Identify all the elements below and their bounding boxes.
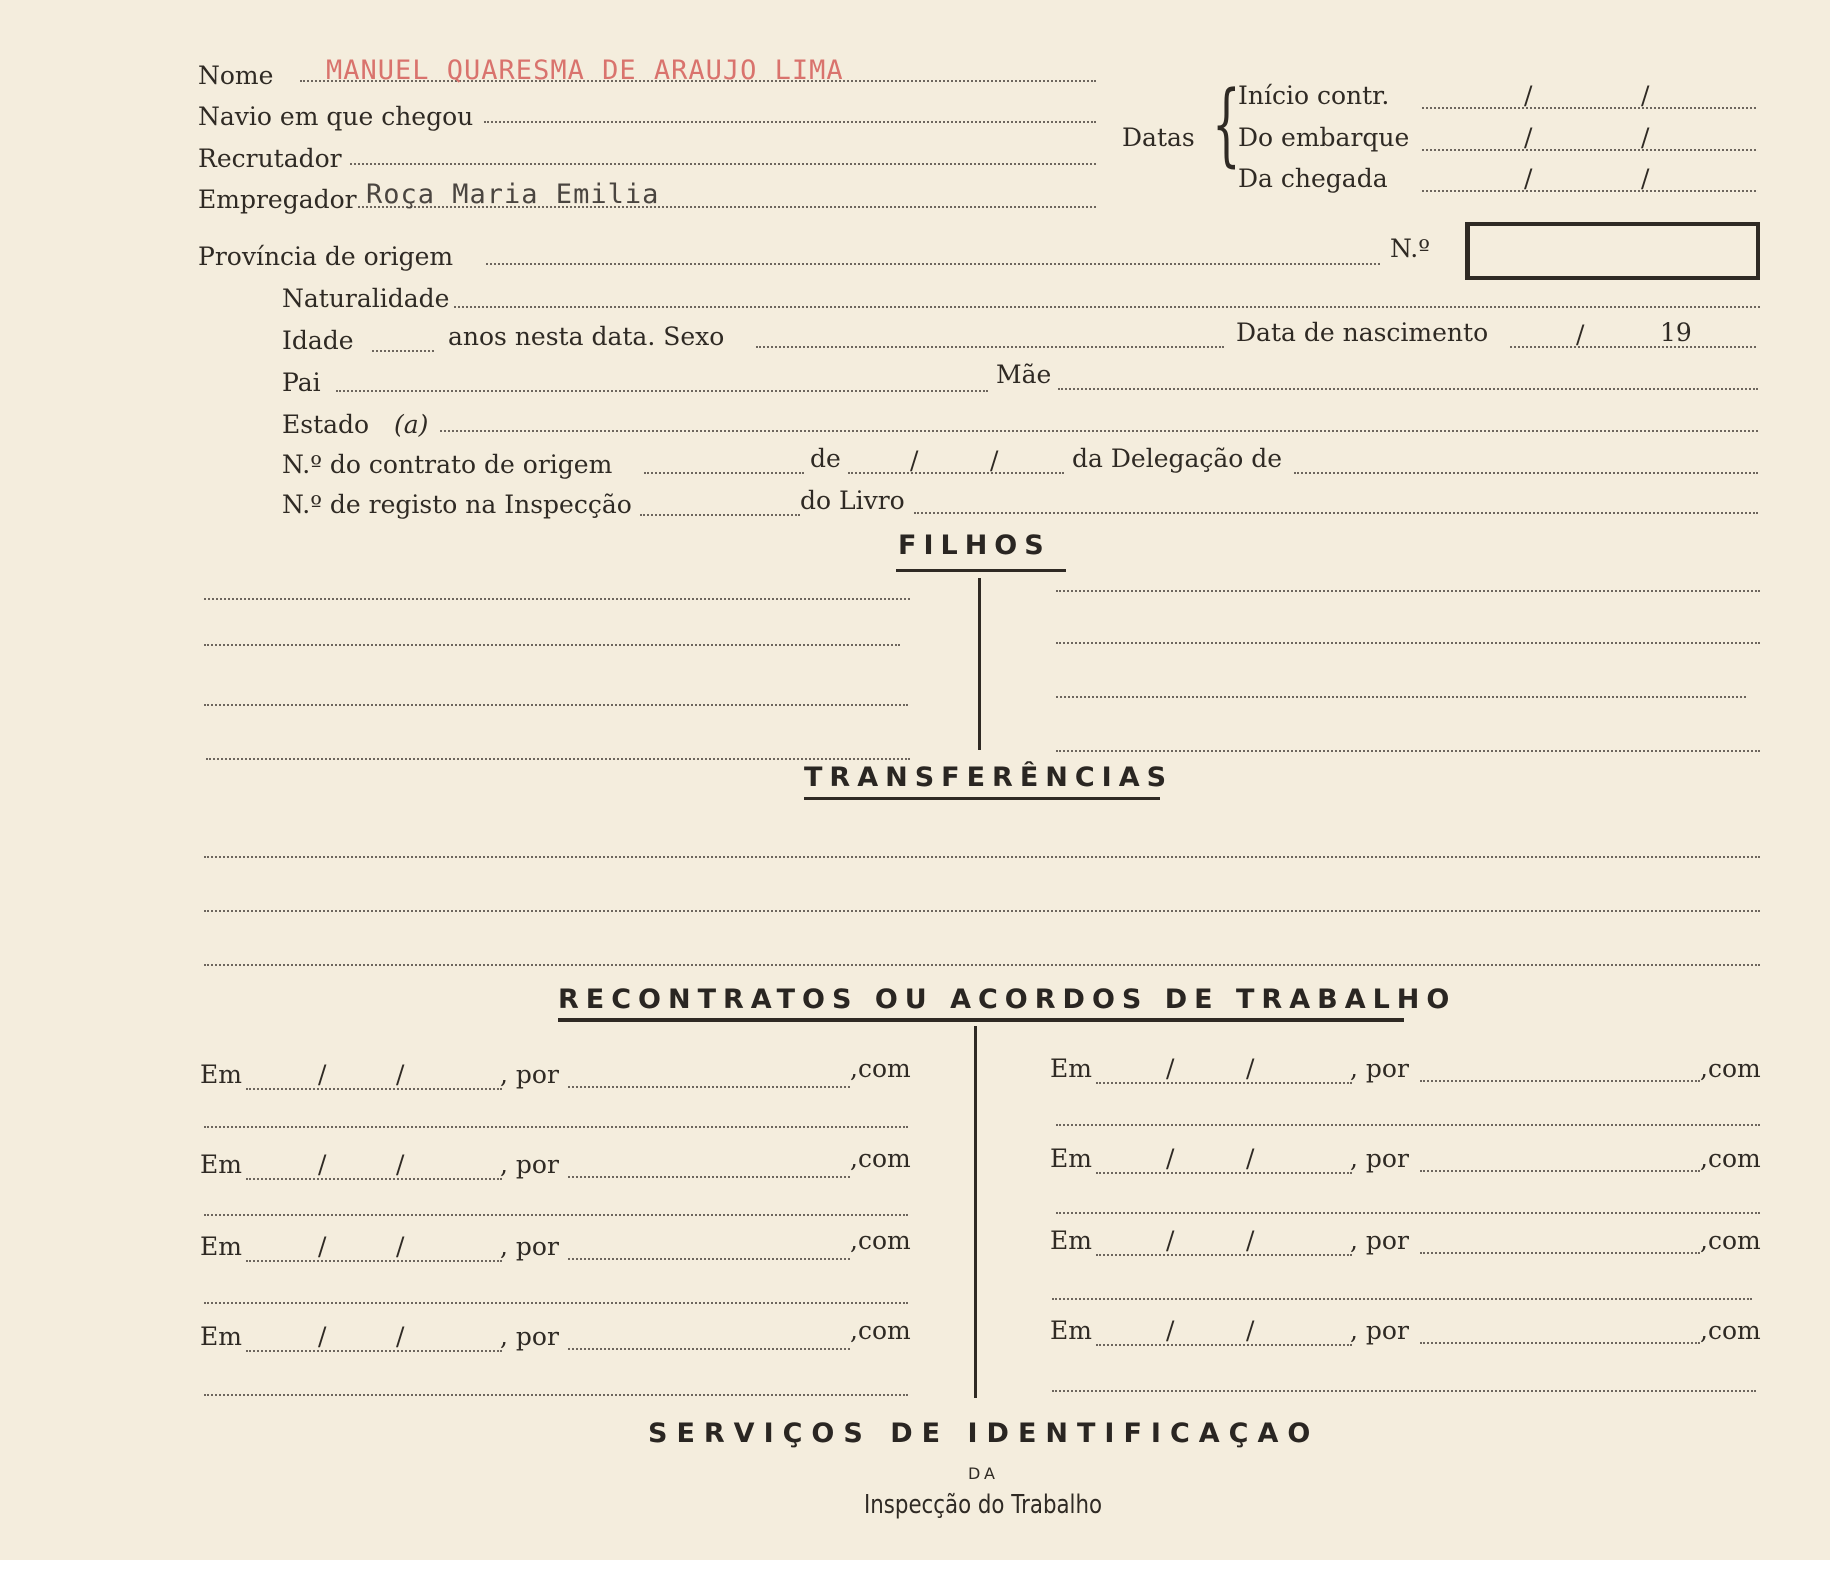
recontratos-underline bbox=[558, 1018, 1404, 1022]
filhos-right-line-3[interactable] bbox=[1056, 696, 1746, 698]
footer-subtitle: Inspecção do Trabalho bbox=[864, 1490, 1103, 1520]
contrato-line[interactable] bbox=[644, 472, 804, 474]
numero-label: N.º bbox=[1390, 234, 1430, 263]
contrato-date-line[interactable] bbox=[848, 472, 1064, 474]
registo-label: N.º de registo na Inspecção bbox=[282, 490, 632, 519]
delegacao-label: da Delegação de bbox=[1072, 444, 1283, 473]
transferencias-line-2[interactable] bbox=[204, 910, 1760, 912]
estado-note: (a) bbox=[394, 410, 429, 439]
footer-da: DA bbox=[968, 1464, 999, 1483]
filhos-right-line-1[interactable] bbox=[1056, 590, 1760, 592]
filhos-divider bbox=[978, 578, 981, 750]
section-recontratos: RECONTRATOS OU ACORDOS DE TRABALHO bbox=[558, 984, 1457, 1015]
page-edge bbox=[0, 1560, 1830, 1571]
nascimento-line[interactable] bbox=[1510, 346, 1756, 348]
navio-label: Navio em que chegou bbox=[198, 102, 474, 131]
idade-label: Idade bbox=[282, 326, 354, 355]
filhos-left-line-2[interactable] bbox=[204, 644, 900, 646]
filhos-left-line-1[interactable] bbox=[204, 598, 910, 600]
estado-line[interactable] bbox=[440, 430, 1758, 432]
delegacao-line[interactable] bbox=[1294, 472, 1758, 474]
transferencias-underline bbox=[804, 797, 1160, 800]
pai-line[interactable] bbox=[336, 390, 988, 392]
filhos-right-line-2[interactable] bbox=[1056, 642, 1760, 644]
embarque-line[interactable] bbox=[1422, 149, 1756, 151]
empregador-value: Roça Maria Emilia bbox=[366, 179, 660, 210]
section-filhos: FILHOS bbox=[898, 530, 1051, 561]
inicio-line[interactable] bbox=[1422, 107, 1756, 109]
filhos-left-line-4[interactable] bbox=[206, 758, 910, 760]
filhos-right-line-4[interactable] bbox=[1056, 750, 1760, 752]
datas-brace: { bbox=[1212, 72, 1241, 177]
livro-label: do Livro bbox=[800, 486, 905, 515]
mae-label: Mãe bbox=[996, 360, 1052, 389]
estado-label: Estado bbox=[282, 410, 370, 439]
filhos-underline bbox=[896, 569, 1066, 572]
naturalidade-line[interactable] bbox=[454, 306, 1760, 308]
empregador-label: Empregador bbox=[198, 185, 357, 214]
livro-line[interactable] bbox=[914, 512, 1758, 514]
identification-form: Nome MANUEL QUARESMA DE ARAUJO LIMA Navio em que chegou Recrutador Empregador Roça Maria Emilia Datas { Início contr. / / Do embarque / / Da chegada / / Província de origem N.º Naturalidade Idade anos nesta data. Sexo Data de nascimento / 19 Pai Mãe Estado (a) N.º do contrato de origem de / / da Delegação de N.º de registo na Inspecção do Livro FILHOS TRANSFERÊNCIAS RECONTRATOS OU ACORDOS DE TRABALHO Em / / , por ,com Em / / , por ,com Em / / , por ,com Em / / , por ,com Em / / , por ,com Em / / , por ,com Em / / , por ,com Em / / , por ,com SERVIÇOS DE IDENTIFICAÇAO DA Inspecção do Trabalho bbox=[0, 0, 1830, 1571]
provincia-label: Província de origem bbox=[198, 242, 454, 271]
recontratos-divider bbox=[974, 1026, 977, 1398]
registo-line[interactable] bbox=[640, 514, 800, 516]
anos-sexo-label: anos nesta data. Sexo bbox=[448, 322, 725, 351]
provincia-line[interactable] bbox=[486, 263, 1380, 265]
contrato-de-label: de bbox=[810, 444, 841, 473]
embarque-label: Do embarque bbox=[1238, 123, 1410, 152]
transferencias-line-3[interactable] bbox=[204, 964, 1760, 966]
nome-value: MANUEL QUARESMA DE ARAUJO LIMA bbox=[326, 55, 844, 86]
footer-title: SERVIÇOS DE IDENTIFICAÇAO bbox=[648, 1418, 1320, 1449]
nome-label: Nome bbox=[198, 61, 274, 90]
idade-line[interactable] bbox=[372, 350, 434, 352]
contrato-label: N.º do contrato de origem bbox=[282, 450, 613, 479]
recrutador-label: Recrutador bbox=[198, 144, 342, 173]
naturalidade-label: Naturalidade bbox=[282, 284, 450, 313]
nascimento-year: 19 bbox=[1660, 318, 1692, 347]
nascimento-label: Data de nascimento bbox=[1236, 318, 1489, 347]
sexo-line[interactable] bbox=[756, 346, 1224, 348]
filhos-left-line-3[interactable] bbox=[204, 704, 908, 706]
recrutador-line[interactable] bbox=[350, 163, 1096, 165]
mae-line[interactable] bbox=[1058, 388, 1758, 390]
inicio-label: Início contr. bbox=[1238, 81, 1390, 110]
navio-line[interactable] bbox=[484, 121, 1096, 123]
datas-label: Datas bbox=[1122, 123, 1195, 152]
chegada-label: Da chegada bbox=[1238, 164, 1388, 193]
chegada-line[interactable] bbox=[1422, 190, 1756, 192]
section-transferencias: TRANSFERÊNCIAS bbox=[804, 762, 1174, 793]
pai-label: Pai bbox=[282, 368, 321, 397]
transferencias-line-1[interactable] bbox=[204, 856, 1760, 858]
numero-box[interactable] bbox=[1465, 222, 1760, 280]
